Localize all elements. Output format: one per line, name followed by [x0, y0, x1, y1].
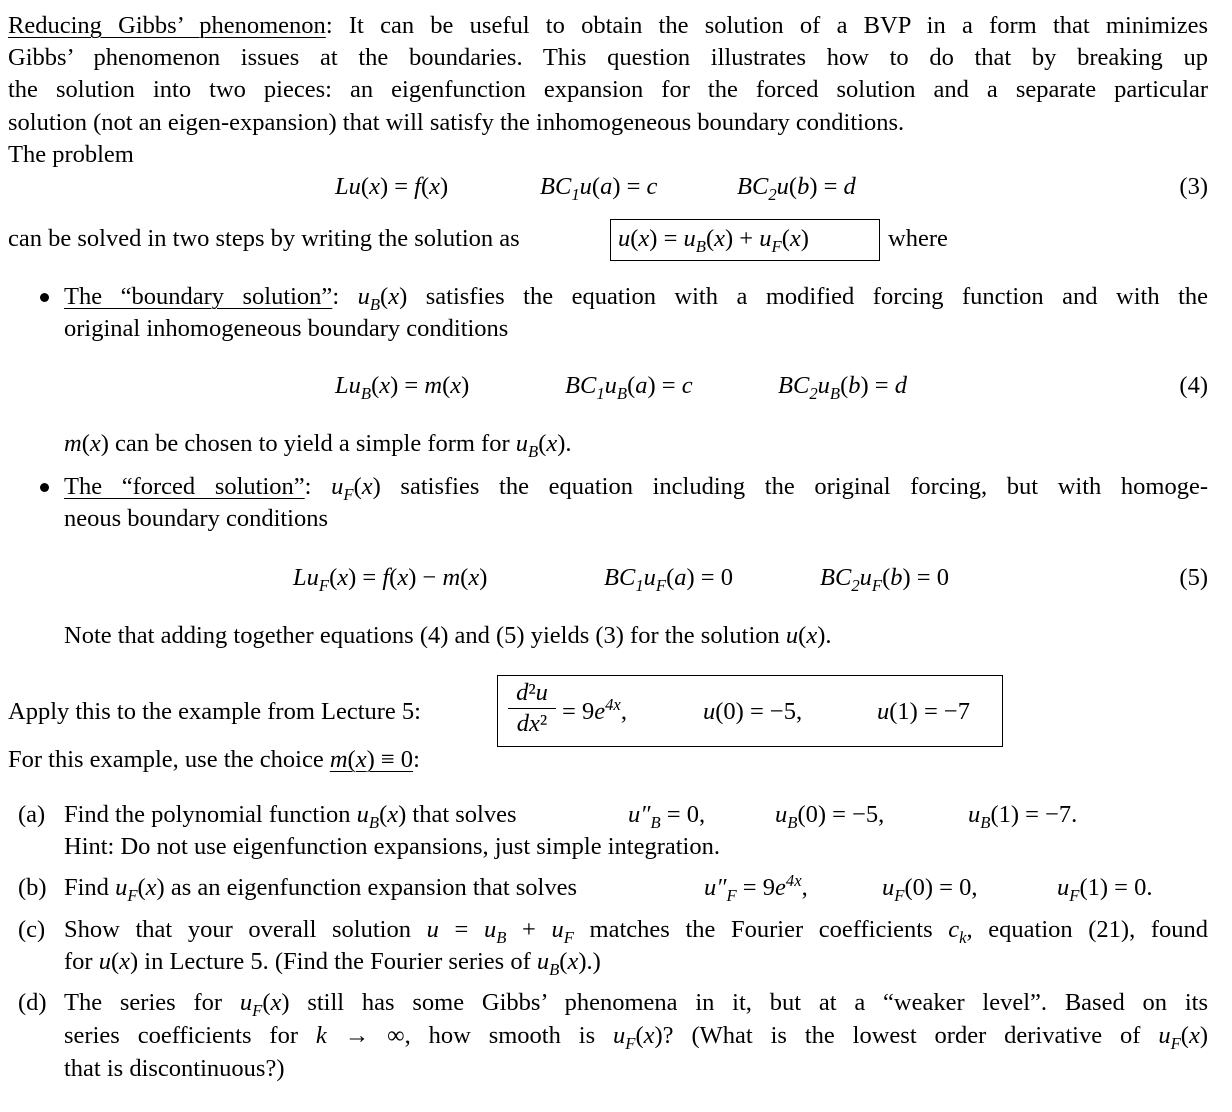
intro-line-3: the solution into two pieces: an eigenfunction expansion for the forced solution and a separate particular — [8, 76, 1208, 103]
eq5-bc1: $BC_1u_F(a) = 0$ — [604, 564, 733, 595]
bullet1-line-1: The “boundary solution”: $u_B(x)$ satisfies the equation with a modified forcing function and with the — [64, 283, 1208, 314]
part-b-text: Find $u_F(x)$ as an eigenfunction expansion that solves — [64, 874, 578, 905]
part-d-line-2: series coefficients for k → ∞, how smooth is $u_F(x)$? (What is the lowest order derivative of $u_F(x)$ — [64, 1022, 1208, 1053]
eq4-equation: $Lu_B(x) = m(x)$ — [335, 372, 470, 403]
part-b-eq1: $u''_F = 9e^{4x}$, — [704, 870, 808, 905]
fraction-denominator: dx² — [516, 710, 548, 737]
part-b-eq2: $u_F(0) = 0$, — [882, 874, 978, 905]
choice-line: For this example, use the choice m(x) ≡ 0: — [8, 746, 420, 773]
note-text: Note that adding together equations (4) and (5) yields (3) for the solution u(x). — [64, 622, 832, 649]
part-a-eq2: $u_B(0) = -5$, — [775, 801, 885, 832]
intro-line-5: The problem — [8, 141, 134, 168]
eq5-number: (5) — [1179, 564, 1208, 591]
part-d-label: (d) — [18, 989, 47, 1016]
second-derivative-fraction — [508, 680, 556, 737]
part-c-line-2: for u(x) in Lecture 5. (Find the Fourier series of $u_B(x)$.) — [64, 948, 601, 979]
intro-line-1: Reducing Gibbs’ phenomenon: It can be useful to obtain the solution of a BVP in a form that minimizes — [8, 12, 1208, 39]
bullet1-line-2: original inhomogeneous boundary conditions — [64, 315, 509, 342]
example-bc2: u(1) = −7 — [877, 698, 970, 725]
part-a-label: (a) — [18, 801, 46, 828]
bullet1-title: The “boundary solution” — [64, 283, 333, 310]
part-c-label: (c) — [18, 916, 46, 943]
eq4-number: (4) — [1179, 372, 1208, 399]
fraction-numerator: d²u — [516, 679, 548, 706]
bullet2-line-1: The “forced solution”: $u_F(x)$ satisfies the equation including the original forcing, but with homoge- — [64, 473, 1209, 504]
m-note: m(x) can be chosen to yield a simple form for $u_B(x)$. — [64, 430, 572, 461]
section-title: Reducing Gibbs’ phenomenon — [8, 12, 326, 39]
split-where: where — [888, 225, 948, 252]
eq4-bc2: $BC_2u_B(b) = d$ — [778, 372, 907, 403]
bullet-icon — [40, 293, 49, 302]
example-bc1: u(0) = −5, — [703, 698, 803, 725]
apply-text: Apply this to the example from Lecture 5: — [8, 698, 421, 725]
intro-line-4: solution (not an eigen-expansion) that will satisfy the inhomogeneous boundary conditions. — [8, 109, 905, 136]
bullet-icon — [40, 483, 49, 492]
bullet2-line-2: neous boundary conditions — [64, 505, 329, 532]
eq4-bc1: $BC_1u_B(a) = c$ — [565, 372, 693, 403]
bullet2-title: The “forced solution” — [64, 473, 305, 500]
choice-m: m(x) ≡ 0 — [329, 746, 414, 773]
example-rhs: = $9e^{4x}$, — [562, 694, 627, 725]
part-a-eq1: $u''_B = 0$, — [628, 801, 706, 832]
eq3-bc1: $BC_1u(a) = c$ — [540, 173, 658, 204]
intro-line-2: Gibbs’ phenomenon issues at the boundaries. This question illustrates how to do that by breaking up — [8, 44, 1208, 71]
eq3-equation: Lu(x) = f(x) — [335, 173, 449, 200]
part-d-line-1: The series for $u_F(x)$ still has some Gibbs’ phenomena in it, but at a “weaker level”. Based on its — [64, 989, 1208, 1020]
part-a-eq3: $u_B(1) = -7$. — [968, 801, 1078, 832]
part-a-hint: Hint: Do not use eigenfunction expansions, just simple integration. — [64, 833, 720, 860]
split-text: can be solved in two steps by writing the solution as — [8, 225, 520, 252]
part-d-line-3: that is discontinuous?) — [64, 1055, 285, 1082]
eq5-bc2: $BC_2u_F(b) = 0$ — [820, 564, 949, 595]
part-b-label: (b) — [18, 874, 47, 901]
part-a-text: Find the polynomial function $u_B(x)$ that solves — [64, 801, 517, 832]
eq5-equation: $Lu_F(x) = f(x) - m(x)$ — [293, 564, 488, 595]
fraction-bar — [508, 708, 556, 709]
split-boxed-equation: $u(x) = u_B(x) + u_F(x)$ — [618, 225, 809, 256]
eq3-bc2: $BC_2u(b) = d$ — [737, 173, 856, 204]
eq3-number: (3) — [1179, 173, 1208, 200]
part-c-line-1: Show that your overall solution $u = u_B + u_F$ matches the Fourier coefficients $c_k$, equation (21), found — [64, 916, 1208, 947]
part-b-eq3: $u_F(1) = 0$. — [1057, 874, 1153, 905]
